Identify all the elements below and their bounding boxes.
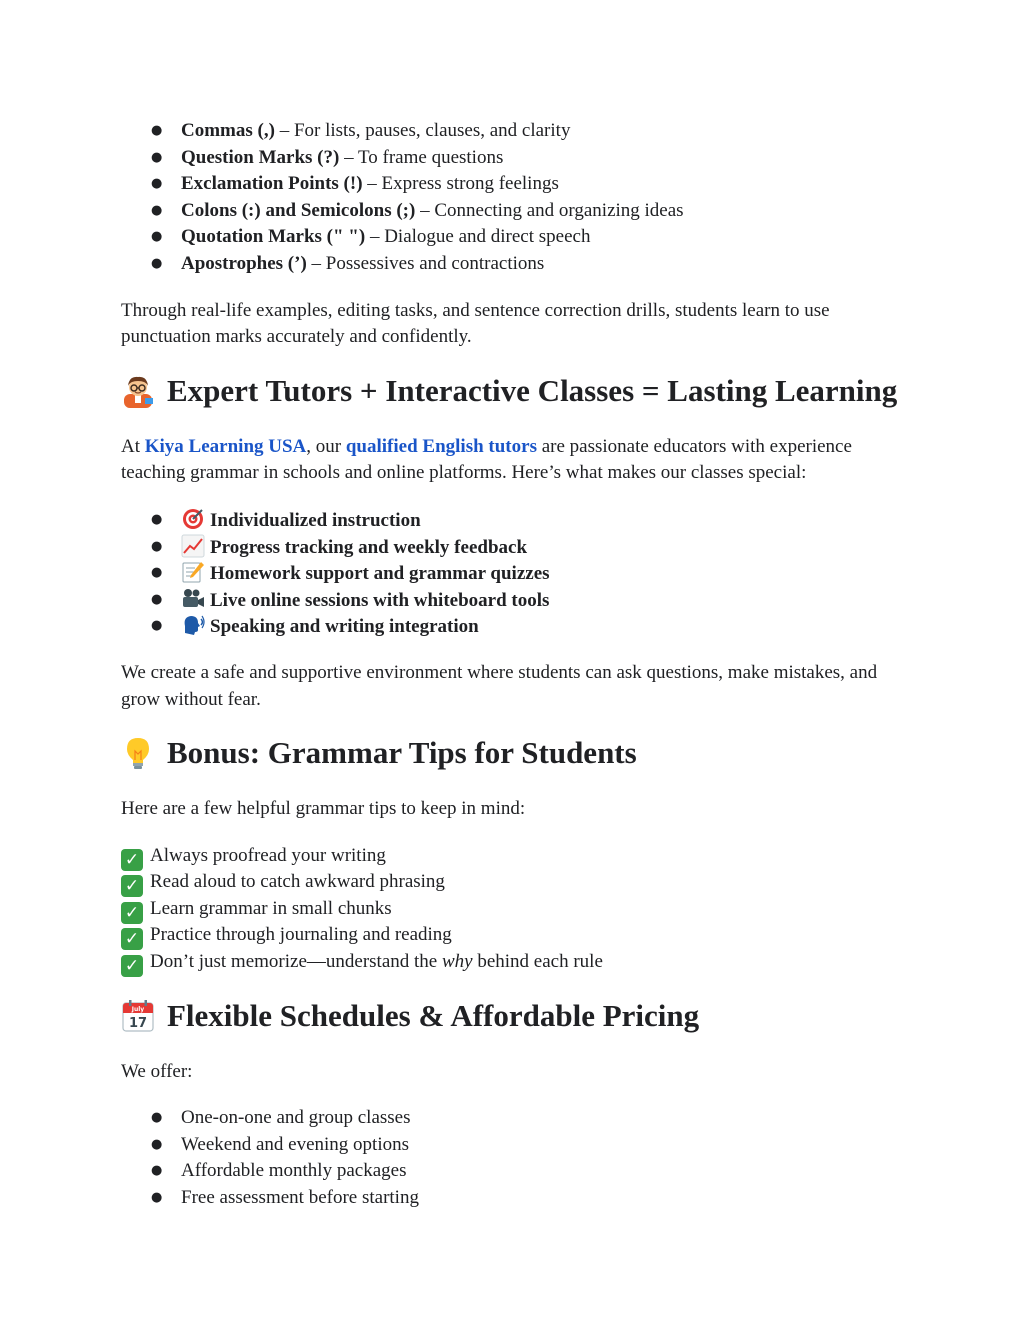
list-item: ● Affordable monthly packages [121,1158,911,1185]
list-item: ● Weekend and evening options [121,1132,911,1159]
list-item: ● Free assessment before starting [121,1185,911,1212]
list-item: ✓ Practice through journaling and reading [121,922,911,949]
speaking-head-emoji-icon [181,613,205,637]
list-item: ● Speaking and writing integration [121,613,911,640]
check-mark-icon: ✓ [121,849,143,871]
check-mark-icon: ✓ [121,955,143,977]
check-mark-icon: ✓ [121,875,143,897]
list-item: ● Individualized instruction [121,507,911,534]
video-camera-emoji-icon [181,587,205,611]
bullet-icon: ● [151,1136,163,1152]
bullet-icon: ● [151,1110,163,1126]
memo-emoji-icon [181,560,205,584]
list-item: ● Exclamation Points (!) – Express strong feelings [121,171,911,198]
features-list [121,507,911,640]
bullet-icon: ● [151,511,163,527]
list-item: ● Apostrophes (’) – Possessives and contractions [121,251,911,278]
tutors-heading: Expert Tutors + Interactive Classes = Lasting Learning [121,371,911,411]
offers-list [121,1105,911,1211]
bullet-icon: ● [151,202,163,218]
list-item: ● Quotation Marks (" ") – Dialogue and direct speech [121,224,911,251]
bullet-icon: ● [151,1163,163,1179]
list-item: ● Commas (,) – For lists, pauses, clauses, and clarity [121,118,911,145]
punctuation-list [121,118,911,278]
list-item: ✓ Don’t just memorize—understand the why behind each rule [121,949,911,976]
bullet-icon: ● [151,1190,163,1206]
calendar-emoji-icon [121,999,155,1033]
svg-text:July: July [131,1005,145,1013]
svg-text:17: 17 [128,1015,148,1031]
light-bulb-emoji-icon [121,736,155,770]
bullet-icon: ● [151,229,163,245]
target-emoji-icon [181,507,205,531]
bullet-icon: ● [151,538,163,554]
schedule-intro: We offer: [121,1060,193,1082]
tips-heading: Bonus: Grammar Tips for Students [121,733,911,773]
list-item: ● Homework support and grammar quizzes [121,560,911,587]
check-mark-icon: ✓ [121,928,143,950]
document-page [121,118,911,1212]
punctuation-paragraph: Through real-life examples, editing tasks, and sentence correction drills, students learn to use punctuation marks accurately and confidently. [121,299,830,348]
bullet-icon: ● [151,149,163,165]
chart-increasing-emoji-icon [181,534,205,558]
teacher-emoji-icon [121,374,155,408]
check-mark-icon: ✓ [121,902,143,924]
tips-intro: Here are a few helpful grammar tips to keep in mind: [121,798,526,820]
bullet-icon: ● [151,618,163,634]
list-item: ✓ Learn grammar in small chunks [121,896,911,923]
bullet-icon: ● [151,176,163,192]
bullet-icon: ● [151,591,163,607]
kiya-learning-link[interactable]: Kiya Learning USA [144,435,307,457]
list-item: ● Question Marks (?) – To frame questions [121,145,911,172]
list-item: ● Progress tracking and weekly feedback [121,534,911,561]
list-item: ● Colons (:) and Semicolons (;) – Connecting and organizing ideas [121,198,911,225]
bullet-icon: ● [151,565,163,581]
tutors-closing-paragraph: We create a safe and supportive environment where students can ask questions, make mistakes, and grow without fear. [121,661,878,710]
list-item: ● Live online sessions with whiteboard tools [121,587,911,614]
tips-checklist [121,843,911,976]
qualified-tutors-link[interactable]: qualified English tutors [345,435,537,457]
list-item: ● One-on-one and group classes [121,1105,911,1132]
tutors-intro: At Kiya Learning USA, our qualified English tutors are passionate educators with experience teaching grammar in schools and online platforms. Here’s what makes our classes special: [121,435,852,484]
bullet-icon: ● [151,123,163,138]
list-item: ✓ Always proofread your writing [121,843,911,870]
list-item: ✓ Read aloud to catch awkward phrasing [121,869,911,896]
bullet-icon: ● [151,255,163,271]
schedule-heading: July 17 Flexible Schedules & Affordable Pricing [121,996,911,1036]
